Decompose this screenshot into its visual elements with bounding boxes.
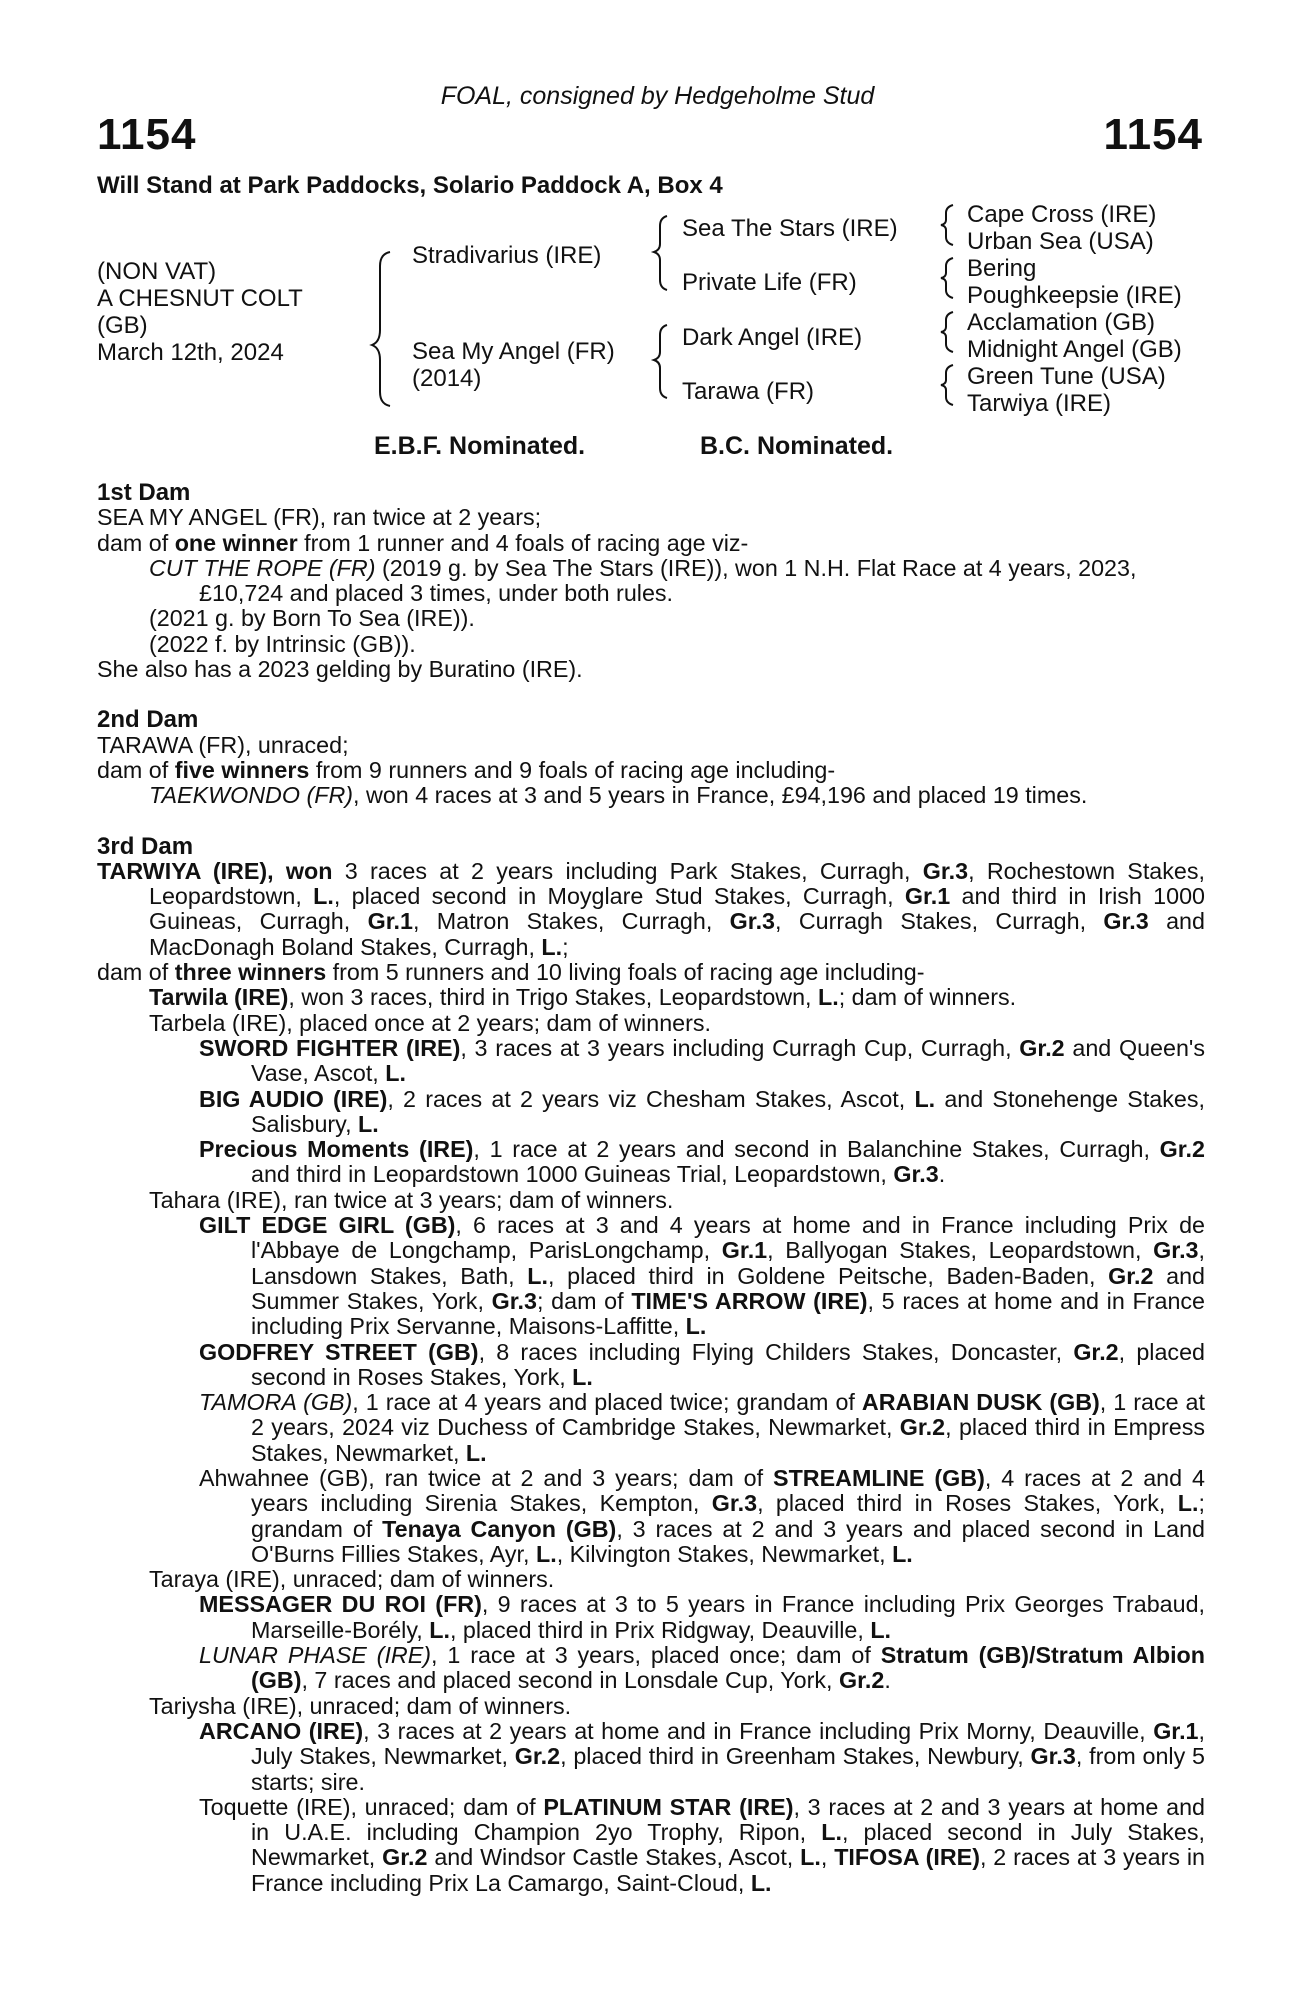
ebf-nomination: E.B.F. Nominated. xyxy=(374,432,586,460)
grandprogeny-precious-moments: Precious Moments (IRE), 1 race at 2 years and second in Balanchine Stakes, Curragh, Gr.2 and third in Leopardstown 1000 Guineas Trial, Leopardstown, Gr.3. xyxy=(199,1136,1205,1188)
grandprogeny-messager-du-roi: MESSAGER DU ROI (FR), 9 races at 3 to 5 years in France including Prix Georges Trabaud, Marseille-Borély, L., placed third in Prix Ridgway, Deauville, L. xyxy=(199,1591,1205,1643)
lot-number-left: 1154 xyxy=(97,110,197,159)
produce-2021: (2021 g. by Born To Sea (IRE)). xyxy=(149,605,475,632)
grandprogeny-ahwahnee: Ahwahnee (GB), ran twice at 2 and 3 years; dam of STREAMLINE (GB), 4 races at 2 and 4 years including Sirenia Stakes, Kempton, Gr.3, placed third in Roses Stakes, York, L.; grandam of Tenaya Canyon (GB), 3 races at 2 and 3 years and placed second in Land O'Burns Fillies Stakes, Ayr, L., Kilvington Stakes, Newmarket, L. xyxy=(199,1464,1205,1567)
gg-3: Bering xyxy=(967,255,1037,282)
grandprogeny-tamora: TAMORA (GB), 1 race at 4 years and placed twice; grandam of ARABIAN DUSK (GB), 1 race at 2 years, 2024 viz Duchess of Cambridge Stakes, Newmarket, Gr.2, placed third in Empress Stakes, Newmarket, L. xyxy=(199,1389,1205,1466)
third-dam-heading: 3rd Dam xyxy=(97,832,194,860)
catalogue-body xyxy=(97,480,1205,1896)
grandprogeny-arcano: ARCANO (IRE), 3 races at 2 years at home and in France including Prix Morny, Deauville, Gr.1, July Stakes, Newmarket, Gr.2, placed third in Greenham Stakes, Newbury, Gr.3, from only 5 starts; sire. xyxy=(199,1717,1206,1795)
gg-7: Green Tune (USA) xyxy=(967,363,1166,390)
gg-5: Acclamation (GB) xyxy=(967,309,1156,336)
produce-tarwila: Tarwila (IRE), won 3 races, third in Trigo Stakes, Leopardstown, L.; dam of winners. xyxy=(149,984,1017,1011)
produce-taekwondo: TAEKWONDO (FR), won 4 races at 3 and 5 years in France, £94,196 and placed 19 times. xyxy=(149,782,1088,809)
gg-2: Urban Sea (USA) xyxy=(967,228,1154,255)
gg-8: Tarwiya (IRE) xyxy=(967,390,1112,417)
grandprogeny-big-audio: BIG AUDIO (IRE), 2 races at 2 years viz Chesham Stakes, Ascot, L. and Stonehenge Stakes, Salisbury, L. xyxy=(199,1085,1205,1137)
sire: Stradivarius (IRE) xyxy=(412,242,602,269)
stand-location: Will Stand at Park Paddocks, Solario Paddock A, Box 4 xyxy=(97,172,723,199)
second-dam-heading: 2nd Dam xyxy=(97,706,199,734)
sire-sire: Sea The Stars (IRE) xyxy=(682,215,898,242)
first-dam-heading: 1st Dam xyxy=(97,479,191,506)
produce-cut-the-rope: CUT THE ROPE (FR) (2019 g. by Sea The Stars (IRE)), won 1 N.H. Flat Race at 4 years, 2023, £10,724 and placed 3 times, under both rules. xyxy=(149,554,1137,607)
horse-name-country: (GB) xyxy=(97,312,148,339)
sire-dam: Private Life (FR) xyxy=(682,269,857,296)
dam: Sea My Angel (FR) xyxy=(412,338,615,365)
produce-taraya: Taraya (IRE), unraced; dam of winners. xyxy=(149,1566,555,1593)
grandprogeny-gilt-edge-girl: GILT EDGE GIRL (GB), 6 races at 3 and 4 years at home and in France including Prix de l'Abbaye de Longchamp, ParisLongchamp, Gr.1, Ballyogan Stakes, Leopardstown, Gr.3, Lansdown Stakes, Bath, L., placed third in Goldene Peitsche, Baden-Baden, Gr.2 and Summer Stakes, York, Gr.3; dam of TIME'S ARROW (IRE), 5 races at home and in France including Prix Servanne, Maisons-Laffitte, L. xyxy=(199,1212,1206,1340)
grandprogeny-sword-fighter: SWORD FIGHTER (IRE), 3 races at 3 years including Curragh Cup, Curragh, Gr.2 and Queen's Vase, Ascot, L. xyxy=(199,1034,1205,1087)
gg-4: Poughkeepsie (IRE) xyxy=(967,282,1182,309)
second-dam-line: TARAWA (FR), unraced; xyxy=(97,731,349,758)
vat-status: (NON VAT) xyxy=(97,258,217,285)
produce-2023: She also has a 2023 gelding by Buratino (IRE). xyxy=(97,656,583,683)
dam-year: (2014) xyxy=(412,365,482,392)
third-dam-produce-summary: dam of three winners from 5 runners and 10 living foals of racing age including- xyxy=(97,959,925,986)
grandprogeny-godfrey-street: GODFREY STREET (GB), 8 races including Flying Childers Stakes, Doncaster, Gr.2, placed second in Roses Stakes, York, L. xyxy=(199,1338,1205,1390)
tarwiya-record: TARWIYA (IRE), won 3 races at 2 years including Park Stakes, Curragh, Gr.3, Rochestown Stakes, Leopardstown, L., placed second in Moyglare Stud Stakes, Curragh, Gr.1 and third in Irish 1000 Guineas, Curragh, Gr.1, Matron Stakes, Curragh, Gr.3, Curragh Stakes, Curragh, Gr.3 and MacDonagh Boland Stakes, Curragh, L.; xyxy=(97,857,1205,960)
gg-6: Midnight Angel (GB) xyxy=(967,336,1182,363)
produce-tahara: Tahara (IRE), ran twice at 3 years; dam of winners. xyxy=(149,1186,674,1213)
grandprogeny-toquette: Toquette (IRE), unraced; dam of PLATINUM STAR (IRE), 3 races at 2 and 3 years at home and in U.A.E. including Champion 2yo Trophy, Ripon, L., placed second in July Stakes, Newmarket, Gr.2 and Windsor Castle Stakes, Ascot, L., TIFOSA (IRE), 2 races at 3 years in France including Prix La Camargo, Saint-Cloud, L. xyxy=(199,1793,1205,1896)
lot-number-right: 1154 xyxy=(1103,110,1203,159)
foaling-date: March 12th, 2024 xyxy=(97,339,284,366)
dam-sire: Dark Angel (IRE) xyxy=(682,324,863,351)
gg-1: Cape Cross (IRE) xyxy=(967,201,1157,228)
dam-dam: Tarawa (FR) xyxy=(682,378,815,405)
bc-nomination: B.C. Nominated. xyxy=(700,432,894,460)
horse-name: A CHESNUT COLT xyxy=(97,285,303,312)
first-dam-line: SEA MY ANGEL (FR), ran twice at 2 years; xyxy=(97,504,542,531)
consignor-line: FOAL, consigned by Hedgeholme Stud xyxy=(440,82,875,110)
first-dam-produce-summary: dam of one winner from 1 runner and 4 foals of racing age viz- xyxy=(97,529,749,556)
produce-2022: (2022 f. by Intrinsic (GB)). xyxy=(149,630,416,657)
produce-tarbela: Tarbela (IRE), placed once at 2 years; dam of winners. xyxy=(149,1009,711,1036)
second-dam-produce-summary: dam of five winners from 9 runners and 9 foals of racing age including- xyxy=(97,756,836,783)
grandprogeny-lunar-phase: LUNAR PHASE (IRE), 1 race at 3 years, placed once; dam of Stratum (GB)/Stratum Albion (GB), 7 races and placed second in Lonsdale Cup, York, Gr.2. xyxy=(199,1642,1205,1694)
produce-tariysha: Tariysha (IRE), unraced; dam of winners. xyxy=(149,1692,572,1719)
